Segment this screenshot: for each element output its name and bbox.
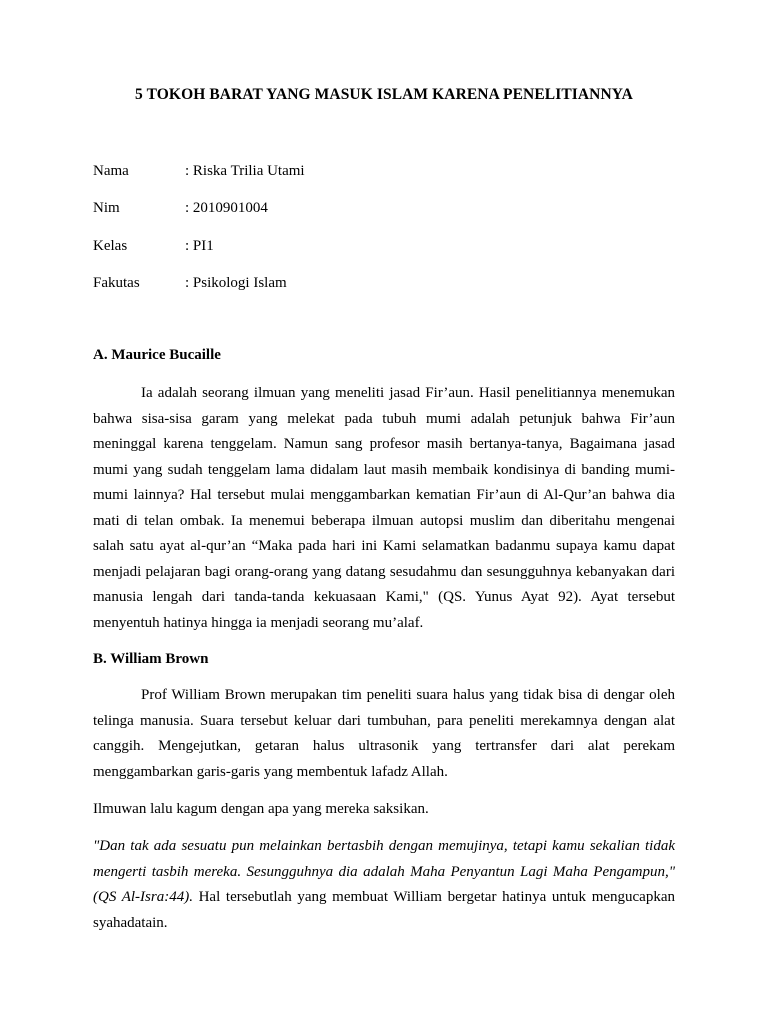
- info-label: Kelas: [93, 238, 128, 254]
- document-title: 5 TOKOH BARAT YANG MASUK ISLAM KARENA PENELITIANNYA: [135, 86, 633, 103]
- quran-quote: "Dan tak ada sesuatu pun melainkan bertasbih dengan memujinya, tetapi kamu sekalian tidak mengerti tasbih mereka. Sesungguhnya dia adalah Maha Penyantun Lagi Maha Pengampun," (QS Al-Isra:44).: [93, 838, 675, 905]
- quote-followup-text: Hal tersebutlah yang membuat William bergetar hatinya untuk mengucapkan syahadatain.: [93, 889, 676, 931]
- info-value: : 2010901004: [185, 200, 268, 216]
- section-b-paragraph-1: Prof William Brown merupakan tim peneliti suara halus yang tidak bisa di dengar oleh telinga manusia. Suara tersebut keluar dari tumbuhan, para peneliti merekamnya dengan alat canggih. Mengejutkan, getaran halus ultrasonik yang tertransfer dari alat perekam menggambarkan garis-garis yang membentuk lafadz Allah.: [93, 687, 675, 780]
- section-b-heading: B. William Brown: [93, 651, 209, 667]
- info-value: : PI1: [185, 238, 214, 254]
- info-value: : Psikologi Islam: [185, 275, 287, 291]
- info-label: Nama: [93, 163, 129, 179]
- info-label: Nim: [93, 200, 120, 216]
- info-label: Fakutas: [93, 275, 140, 291]
- section-a-paragraph: Ia adalah seorang ilmuan yang meneliti jasad Fir’aun. Hasil penelitiannya menemukan bahwa sisa-sisa garam yang melekat pada tubuh mumi adalah petunjuk bahwa Fir’aun meninggal karena tenggelam. Namun sang profesor masih bertanya-tanya, Bagaimana jasad mumi yang sudah tenggelam lama didalam laut masih membaik kondisinya di banding mumi-mumi lainnya? Hal tersebut mulai menggambarkan kematian Fir’aun di Al-Qur’an bahwa dia mati di telan ombak. Ia menemui beberapa ilmuan autopsi muslim dan diberitahu mengenai salah satu ayat al-qur’an “Maka pada hari ini Kami selamatkan badanmu supaya kamu dapat menjadi pelajaran bagi orang-orang yang datang sesudahmu dan sesungguhnya kebanyakan dari manusia lengah dari tanda-tanda kekuasaan Kami," (QS. Yunus Ayat 92). Ayat tersebut menyentuh hatinya hingga ia menjadi seorang mu’alaf.: [93, 385, 675, 631]
- section-a-heading: A. Maurice Bucaille: [93, 347, 221, 363]
- info-value: : Riska Trilia Utami: [185, 163, 305, 179]
- section-b-paragraph-2: Ilmuwan lalu kagum dengan apa yang mereka saksikan.: [93, 801, 429, 817]
- section-b-quote-paragraph: [93, 834, 675, 936]
